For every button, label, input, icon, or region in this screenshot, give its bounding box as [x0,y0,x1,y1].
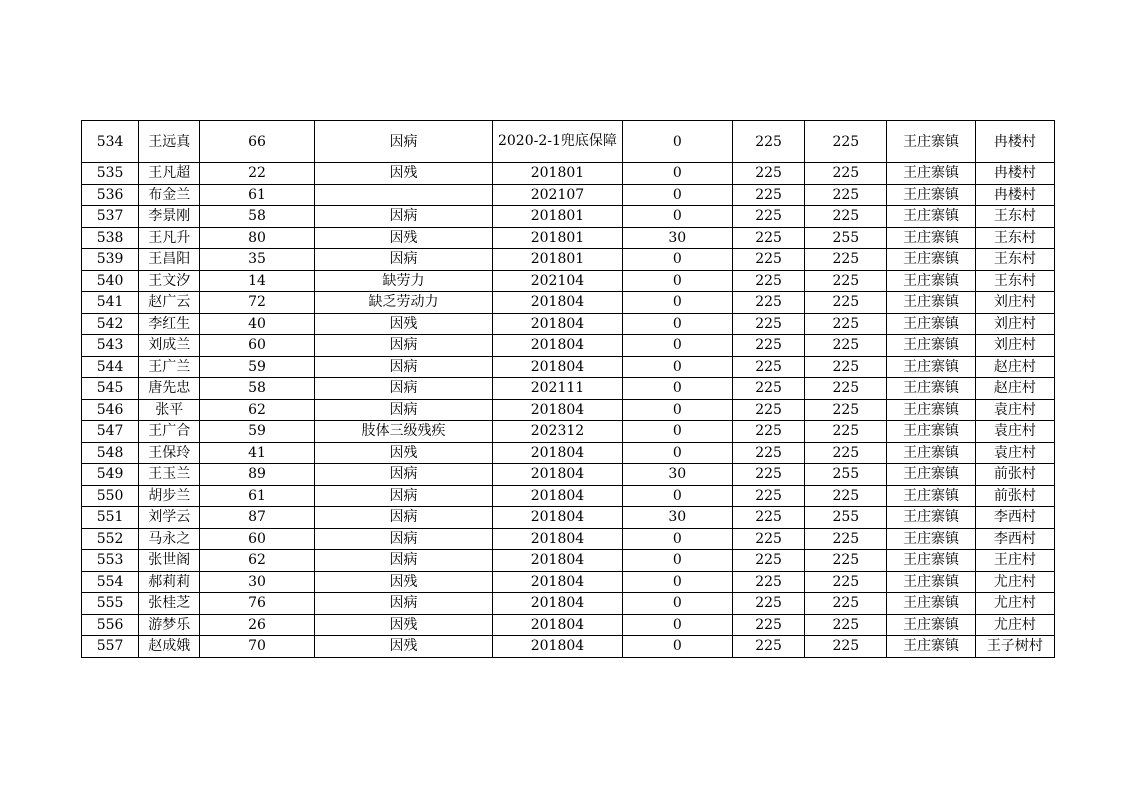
cell-reason: 因病 [314,528,493,550]
cell-base-amount: 225 [732,507,804,529]
cell-number: 543 [82,335,139,357]
table-row [82,313,1055,335]
cell-base-amount: 225 [732,464,804,486]
cell-age: 62 [200,399,314,421]
cell-town: 王庄寨镇 [887,206,975,228]
cell-name: 赵成娥 [139,636,200,658]
cell-name: 胡步兰 [139,485,200,507]
cell-extra-amount: 0 [622,378,732,400]
cell-age: 60 [200,335,314,357]
cell-town: 王庄寨镇 [887,121,975,163]
cell-age: 66 [200,121,314,163]
cell-town: 王庄寨镇 [887,442,975,464]
table-row [82,421,1055,443]
cell-extra-amount: 0 [622,399,732,421]
cell-village: 王东村 [975,249,1054,271]
cell-total-amount: 225 [805,571,887,593]
table-row [82,571,1055,593]
cell-total-amount: 225 [805,593,887,615]
cell-age: 22 [200,163,314,185]
cell-village: 王子树村 [975,636,1054,658]
table-row [82,292,1055,314]
cell-town: 王庄寨镇 [887,227,975,249]
cell-base-amount: 225 [732,550,804,572]
cell-name: 王昌阳 [139,249,200,271]
cell-village: 刘庄村 [975,335,1054,357]
cell-name: 王凡超 [139,163,200,185]
cell-village: 刘庄村 [975,313,1054,335]
cell-extra-amount: 0 [622,163,732,185]
cell-total-amount: 225 [805,184,887,206]
cell-reason: 因残 [314,442,493,464]
table-row [82,206,1055,228]
cell-start-date: 201804 [493,636,622,658]
cell-number: 547 [82,421,139,443]
cell-total-amount: 255 [805,507,887,529]
cell-village: 李西村 [975,528,1054,550]
cell-number: 555 [82,593,139,615]
table-row [82,464,1055,486]
cell-reason [314,184,493,206]
cell-village: 袁庄村 [975,399,1054,421]
table-row [82,121,1055,163]
table-row [82,593,1055,615]
cell-age: 87 [200,507,314,529]
cell-town: 王庄寨镇 [887,636,975,658]
cell-reason: 因残 [314,636,493,658]
cell-number: 549 [82,464,139,486]
cell-start-date: 201801 [493,206,622,228]
table-row [82,550,1055,572]
cell-town: 王庄寨镇 [887,550,975,572]
cell-total-amount: 225 [805,550,887,572]
cell-village: 冉楼村 [975,184,1054,206]
cell-reason: 因病 [314,593,493,615]
cell-start-date: 201804 [493,485,622,507]
cell-reason: 因病 [314,356,493,378]
cell-total-amount: 225 [805,356,887,378]
cell-name: 刘成兰 [139,335,200,357]
cell-age: 70 [200,636,314,658]
cell-reason: 因病 [314,121,493,163]
cell-start-date: 201804 [493,614,622,636]
cell-extra-amount: 0 [622,292,732,314]
cell-total-amount: 225 [805,378,887,400]
cell-village: 赵庄村 [975,356,1054,378]
cell-reason: 因病 [314,206,493,228]
cell-total-amount: 255 [805,464,887,486]
cell-reason: 肢体三级残疾 [314,421,493,443]
cell-town: 王庄寨镇 [887,378,975,400]
cell-base-amount: 225 [732,356,804,378]
cell-name: 王广兰 [139,356,200,378]
cell-total-amount: 225 [805,249,887,271]
cell-town: 王庄寨镇 [887,507,975,529]
cell-age: 59 [200,421,314,443]
cell-name: 刘学云 [139,507,200,529]
cell-town: 王庄寨镇 [887,485,975,507]
cell-age: 41 [200,442,314,464]
cell-reason: 因病 [314,507,493,529]
cell-reason: 因病 [314,335,493,357]
cell-extra-amount: 0 [622,184,732,206]
cell-extra-amount: 0 [622,485,732,507]
cell-number: 551 [82,507,139,529]
cell-base-amount: 225 [732,614,804,636]
cell-start-date: 201804 [493,507,622,529]
cell-total-amount: 225 [805,206,887,228]
cell-number: 546 [82,399,139,421]
cell-total-amount: 225 [805,163,887,185]
cell-total-amount: 255 [805,227,887,249]
cell-start-date: 202107 [493,184,622,206]
cell-village: 王庄村 [975,550,1054,572]
cell-start-date: 201804 [493,464,622,486]
cell-reason: 因病 [314,399,493,421]
cell-age: 80 [200,227,314,249]
cell-total-amount: 225 [805,636,887,658]
cell-base-amount: 225 [732,421,804,443]
cell-extra-amount: 0 [622,121,732,163]
table-row [82,356,1055,378]
table-row [82,614,1055,636]
cell-town: 王庄寨镇 [887,399,975,421]
cell-age: 30 [200,571,314,593]
cell-total-amount: 225 [805,292,887,314]
cell-village: 尤庄村 [975,614,1054,636]
cell-base-amount: 225 [732,249,804,271]
cell-town: 王庄寨镇 [887,464,975,486]
cell-base-amount: 225 [732,571,804,593]
cell-number: 548 [82,442,139,464]
cell-name: 王远真 [139,121,200,163]
cell-name: 游梦乐 [139,614,200,636]
cell-reason: 因病 [314,550,493,572]
cell-total-amount: 225 [805,399,887,421]
table-row [82,507,1055,529]
cell-start-date: 201804 [493,550,622,572]
cell-town: 王庄寨镇 [887,249,975,271]
cell-total-amount: 225 [805,421,887,443]
cell-reason: 缺乏劳动力 [314,292,493,314]
cell-name: 王玉兰 [139,464,200,486]
cell-base-amount: 225 [732,485,804,507]
cell-extra-amount: 0 [622,356,732,378]
cell-base-amount: 225 [732,270,804,292]
cell-total-amount: 225 [805,313,887,335]
cell-base-amount: 225 [732,593,804,615]
cell-age: 26 [200,614,314,636]
cell-base-amount: 225 [732,528,804,550]
cell-town: 王庄寨镇 [887,163,975,185]
cell-name: 张世阁 [139,550,200,572]
cell-village: 王东村 [975,270,1054,292]
cell-total-amount: 225 [805,121,887,163]
cell-extra-amount: 0 [622,270,732,292]
cell-village: 冉楼村 [975,121,1054,163]
cell-age: 61 [200,184,314,206]
cell-number: 556 [82,614,139,636]
cell-age: 58 [200,206,314,228]
cell-number: 536 [82,184,139,206]
cell-age: 60 [200,528,314,550]
cell-start-date: 201804 [493,335,622,357]
cell-extra-amount: 0 [622,442,732,464]
cell-number: 553 [82,550,139,572]
cell-village: 刘庄村 [975,292,1054,314]
cell-start-date: 201804 [493,356,622,378]
cell-total-amount: 225 [805,270,887,292]
cell-total-amount: 225 [805,442,887,464]
table-body [82,121,1055,658]
cell-village: 尤庄村 [975,593,1054,615]
cell-base-amount: 225 [732,292,804,314]
cell-base-amount: 225 [732,121,804,163]
cell-age: 89 [200,464,314,486]
cell-town: 王庄寨镇 [887,184,975,206]
cell-town: 王庄寨镇 [887,292,975,314]
cell-extra-amount: 0 [622,249,732,271]
cell-start-date: 201804 [493,313,622,335]
cell-extra-amount: 0 [622,421,732,443]
cell-town: 王庄寨镇 [887,571,975,593]
cell-name: 马永之 [139,528,200,550]
cell-reason: 因病 [314,378,493,400]
cell-age: 58 [200,378,314,400]
cell-reason: 缺劳力 [314,270,493,292]
cell-village: 赵庄村 [975,378,1054,400]
table-row [82,528,1055,550]
cell-town: 王庄寨镇 [887,313,975,335]
cell-extra-amount: 0 [622,206,732,228]
cell-number: 552 [82,528,139,550]
cell-number: 544 [82,356,139,378]
cell-base-amount: 225 [732,184,804,206]
cell-base-amount: 225 [732,206,804,228]
cell-village: 袁庄村 [975,442,1054,464]
cell-start-date: 201801 [493,227,622,249]
cell-name: 张平 [139,399,200,421]
cell-number: 550 [82,485,139,507]
cell-village: 王东村 [975,227,1054,249]
table-row [82,249,1055,271]
cell-start-date: 201804 [493,292,622,314]
cell-village: 王东村 [975,206,1054,228]
cell-total-amount: 225 [805,335,887,357]
cell-start-date: 202104 [493,270,622,292]
cell-number: 534 [82,121,139,163]
cell-name: 李红生 [139,313,200,335]
cell-extra-amount: 30 [622,507,732,529]
cell-number: 540 [82,270,139,292]
table-row [82,163,1055,185]
recipient-table [81,120,1055,658]
cell-name: 赵广云 [139,292,200,314]
cell-total-amount: 225 [805,614,887,636]
cell-reason: 因病 [314,464,493,486]
cell-extra-amount: 30 [622,227,732,249]
cell-town: 王庄寨镇 [887,528,975,550]
cell-name: 唐先忠 [139,378,200,400]
cell-town: 王庄寨镇 [887,614,975,636]
cell-age: 76 [200,593,314,615]
cell-age: 35 [200,249,314,271]
cell-number: 537 [82,206,139,228]
table-row [82,335,1055,357]
cell-number: 554 [82,571,139,593]
cell-start-date: 201804 [493,399,622,421]
cell-base-amount: 225 [732,163,804,185]
cell-total-amount: 225 [805,485,887,507]
cell-number: 545 [82,378,139,400]
cell-base-amount: 225 [732,227,804,249]
cell-town: 王庄寨镇 [887,421,975,443]
cell-start-date: 201801 [493,249,622,271]
cell-name: 王文汐 [139,270,200,292]
table-row [82,636,1055,658]
cell-number: 539 [82,249,139,271]
cell-reason: 因病 [314,249,493,271]
cell-age: 59 [200,356,314,378]
cell-number: 541 [82,292,139,314]
cell-age: 40 [200,313,314,335]
cell-extra-amount: 0 [622,614,732,636]
cell-start-date: 201804 [493,571,622,593]
cell-extra-amount: 30 [622,464,732,486]
cell-base-amount: 225 [732,399,804,421]
cell-total-amount: 225 [805,528,887,550]
cell-extra-amount: 0 [622,313,732,335]
cell-village: 李西村 [975,507,1054,529]
cell-base-amount: 225 [732,335,804,357]
cell-start-date: 2020-2-1兜底保障 [493,121,622,163]
cell-village: 前张村 [975,464,1054,486]
cell-extra-amount: 0 [622,335,732,357]
cell-town: 王庄寨镇 [887,593,975,615]
table-row [82,184,1055,206]
cell-extra-amount: 0 [622,571,732,593]
cell-village: 冉楼村 [975,163,1054,185]
cell-start-date: 201804 [493,528,622,550]
cell-age: 61 [200,485,314,507]
cell-name: 郝莉莉 [139,571,200,593]
cell-base-amount: 225 [732,378,804,400]
cell-village: 袁庄村 [975,421,1054,443]
table-row [82,399,1055,421]
cell-number: 535 [82,163,139,185]
cell-start-date: 201804 [493,442,622,464]
table-row [82,378,1055,400]
cell-age: 72 [200,292,314,314]
cell-name: 张桂芝 [139,593,200,615]
cell-start-date: 202312 [493,421,622,443]
cell-age: 62 [200,550,314,572]
cell-reason: 因残 [314,227,493,249]
cell-number: 542 [82,313,139,335]
cell-start-date: 201804 [493,593,622,615]
cell-name: 李景刚 [139,206,200,228]
cell-reason: 因残 [314,163,493,185]
cell-name: 王广合 [139,421,200,443]
cell-town: 王庄寨镇 [887,356,975,378]
cell-reason: 因病 [314,485,493,507]
cell-number: 538 [82,227,139,249]
cell-number: 557 [82,636,139,658]
cell-reason: 因残 [314,571,493,593]
cell-base-amount: 225 [732,313,804,335]
cell-base-amount: 225 [732,442,804,464]
cell-start-date: 201801 [493,163,622,185]
table-row [82,227,1055,249]
cell-extra-amount: 0 [622,528,732,550]
cell-village: 尤庄村 [975,571,1054,593]
cell-age: 14 [200,270,314,292]
cell-town: 王庄寨镇 [887,270,975,292]
table-row [82,485,1055,507]
table-row [82,442,1055,464]
cell-start-date: 202111 [493,378,622,400]
cell-village: 前张村 [975,485,1054,507]
cell-reason: 因残 [314,313,493,335]
cell-base-amount: 225 [732,636,804,658]
table-row [82,270,1055,292]
cell-town: 王庄寨镇 [887,335,975,357]
cell-extra-amount: 0 [622,636,732,658]
cell-name: 王凡升 [139,227,200,249]
cell-extra-amount: 0 [622,593,732,615]
cell-extra-amount: 0 [622,550,732,572]
cell-reason: 因残 [314,614,493,636]
cell-name: 布金兰 [139,184,200,206]
cell-name: 王保玲 [139,442,200,464]
